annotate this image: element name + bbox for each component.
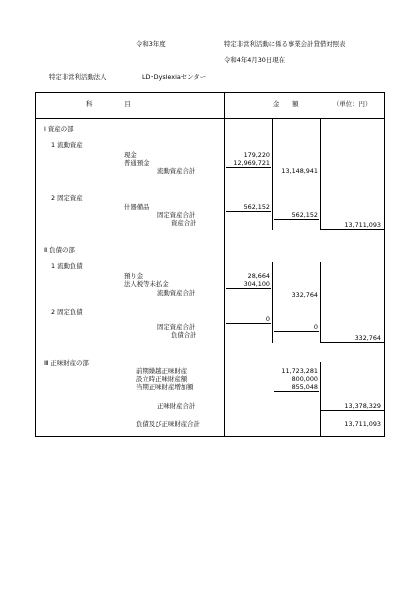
liabilities-net-assets-total-label: 負債及び正味財産合計 bbox=[136, 420, 200, 428]
org-type: 特定非営利活動法人 bbox=[49, 73, 107, 81]
underline bbox=[226, 211, 271, 212]
deposit-value: 12,969,721 bbox=[233, 159, 270, 167]
table-left-border bbox=[35, 92, 36, 437]
underline bbox=[274, 331, 319, 332]
deposits-received-label: 預り金 bbox=[124, 272, 144, 280]
underline bbox=[274, 391, 319, 392]
underline bbox=[274, 219, 319, 220]
current-assets-total-value: 13,148,941 bbox=[281, 167, 318, 175]
liabilities-grand-total-value: 332,764 bbox=[354, 334, 381, 342]
deposit-label: 普通預金 bbox=[124, 159, 150, 167]
table-top-border bbox=[35, 92, 385, 93]
underline bbox=[226, 288, 271, 289]
current-assets-title: 1 流動資産 bbox=[51, 141, 83, 149]
fixed-liabilities-item-value: 0 bbox=[265, 315, 270, 323]
current-assets-total-label: 流動資産合計 bbox=[157, 167, 196, 175]
tax-payable-value: 304,100 bbox=[243, 280, 270, 288]
fixed-assets-total-label: 固定資産合計 bbox=[157, 211, 196, 219]
current-liabilities-title: 1 流動負債 bbox=[51, 262, 83, 270]
prior-net-assets-value: 11,723,281 bbox=[281, 367, 318, 375]
current-liabilities-total-value: 332,764 bbox=[291, 291, 318, 299]
assets-section-title: Ⅰ 資産の部 bbox=[44, 125, 74, 133]
subject-header: 科 目 bbox=[86, 100, 131, 108]
table-right-border bbox=[384, 92, 385, 437]
table-bottom-border bbox=[35, 436, 385, 437]
org-name: LD･Dyslexiaセンター bbox=[142, 73, 207, 81]
current-liabilities-total-label: 流動資産合計 bbox=[157, 289, 196, 297]
prior-net-assets-label: 前期繰越正味財産 bbox=[136, 367, 188, 375]
fixed-assets-title: 2 固定資産 bbox=[51, 194, 83, 202]
liabilities-net-assets-total-value: 13,711,093 bbox=[344, 420, 381, 428]
underline bbox=[321, 342, 384, 343]
net-assets-increase-label: 当期正味財産増加額 bbox=[136, 383, 194, 391]
underline bbox=[226, 167, 271, 168]
document-title: 特定非営利活動に係る事業会計貸借対照表 bbox=[224, 40, 346, 48]
fixed-liabilities-title: 2 固定負債 bbox=[51, 308, 83, 316]
cash-label: 現金 bbox=[124, 151, 137, 159]
liabilities-section-title: Ⅱ 負債の部 bbox=[44, 246, 75, 254]
liabilities-grand-total-label: 負債合計 bbox=[171, 331, 197, 339]
fiscal-year: 令和3年度 bbox=[136, 40, 166, 48]
underline bbox=[321, 410, 384, 411]
column-divider-2b bbox=[320, 262, 321, 343]
cash-value: 179,220 bbox=[243, 151, 270, 159]
deposits-received-value: 28,664 bbox=[247, 272, 270, 280]
net-assets-total-value: 13,378,329 bbox=[344, 402, 381, 410]
header-bottom-border bbox=[35, 118, 385, 119]
tax-payable-label: 法人税等未払金 bbox=[124, 280, 169, 288]
column-divider-main bbox=[224, 92, 225, 437]
fixed-liabilities-total-value: 0 bbox=[313, 323, 318, 331]
net-assets-total-label: 正味財産合計 bbox=[157, 402, 196, 410]
assets-grand-total-label: 資産合計 bbox=[171, 219, 197, 227]
founding-net-assets-value: 800,000 bbox=[291, 375, 318, 383]
fixed-assets-total-value: 562,152 bbox=[291, 211, 318, 219]
unit-header: （単位：円） bbox=[333, 100, 372, 108]
as-of-date: 令和4年4月30日現在 bbox=[224, 56, 285, 64]
fixed-liabilities-total-label: 固定資産合計 bbox=[157, 323, 196, 331]
amount-header: 金 額 bbox=[273, 100, 299, 108]
equipment-label: 什器備品 bbox=[124, 203, 150, 211]
founding-net-assets-label: 設立時正味財産額 bbox=[136, 375, 188, 383]
column-divider-2a bbox=[320, 118, 321, 230]
underline bbox=[226, 323, 271, 324]
equipment-value: 562,152 bbox=[243, 203, 270, 211]
net-assets-increase-value: 855,048 bbox=[291, 383, 318, 391]
assets-grand-total-value: 13,711,093 bbox=[344, 221, 381, 229]
underline bbox=[321, 229, 384, 230]
net-assets-section-title: Ⅲ 正味財産の部 bbox=[44, 359, 89, 367]
